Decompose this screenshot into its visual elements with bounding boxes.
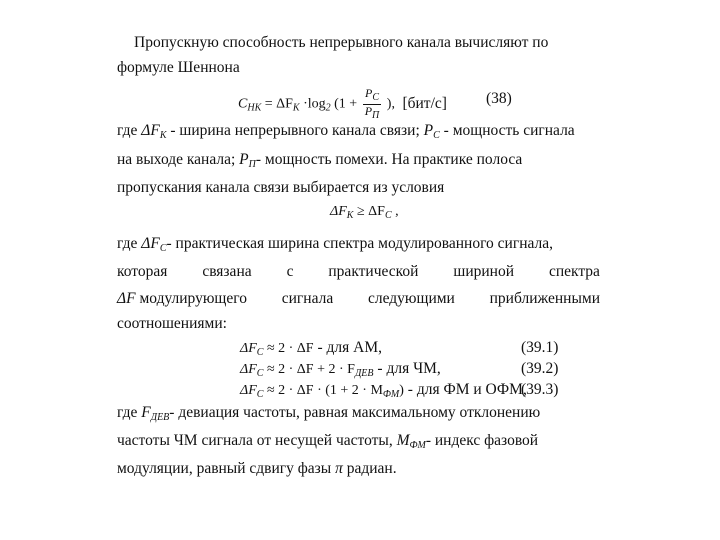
condition-equation: $\Delta F_K \ge \Delta F_C$ , — [330, 204, 399, 221]
equation-39-3: $\Delta F_C \approx 2 \cdot \Delta F \cdot (1 + 2 \cdot M_{ФМ})$ - для ФМ и ОФМ, — [240, 381, 527, 400]
text-line-11: частоты ЧМ сигнала от несущей частоты, $M_{ФМ}-$ индекс фазовой — [117, 432, 539, 451]
units-label: [бит/с] — [402, 94, 447, 112]
text-line-12: модуляции, равный сдвигу фазы π радиан. — [117, 460, 397, 477]
equation-39-1: $\Delta F_C \approx 2 \cdot \Delta F$ - для АМ, — [240, 339, 382, 358]
equation-39-2: $\Delta F_C \approx 2 \cdot \Delta F + 2 \cdot F_{ДЕВ}$ - для ЧМ, — [240, 360, 441, 379]
text-line-2: формуле Шеннона — [117, 59, 240, 76]
equation-number-38: (38) — [486, 90, 512, 107]
text-line-5: пропускания канала связи выбирается из условия — [117, 179, 445, 196]
text-line-6: где $\Delta F_C-$ практическая ширина спектра модулированного сигнала, — [117, 235, 553, 254]
equation-38: $C_{НК} = \Delta F_K \cdot\log_2$ (1 + $\frac{P_C}{P_П}$ ), [бит/с] — [238, 86, 447, 121]
text-line-8: ΔF модулирующего сигнала следующими приближенными — [117, 290, 600, 307]
text-line-9: соотношениями: — [117, 315, 227, 332]
text-line-3: где $\Delta F_K$ - ширина непрерывного канала связи; $P_C$ - мощность сигнала — [117, 122, 575, 141]
equation-number-39-1: (39.1) — [521, 339, 559, 356]
text-line-7: которая связана с практической шириной спектра — [117, 263, 600, 280]
text-line-4: на выходе канала; $P_П-$ мощность помехи. На практике полоса — [117, 151, 523, 170]
fraction: $\frac{P_C}{P_П}$ — [364, 86, 380, 121]
text-line-1: Пропускную способность непрерывного канала вычисляют по — [134, 34, 549, 51]
equation-number-39-2: (39.2) — [521, 360, 559, 377]
text-line-10: где $F_{ДЕВ}-$ девиация частоты, равная максимальному отклонению — [117, 404, 541, 423]
equation-number-39-3: (39.3) — [521, 381, 559, 398]
